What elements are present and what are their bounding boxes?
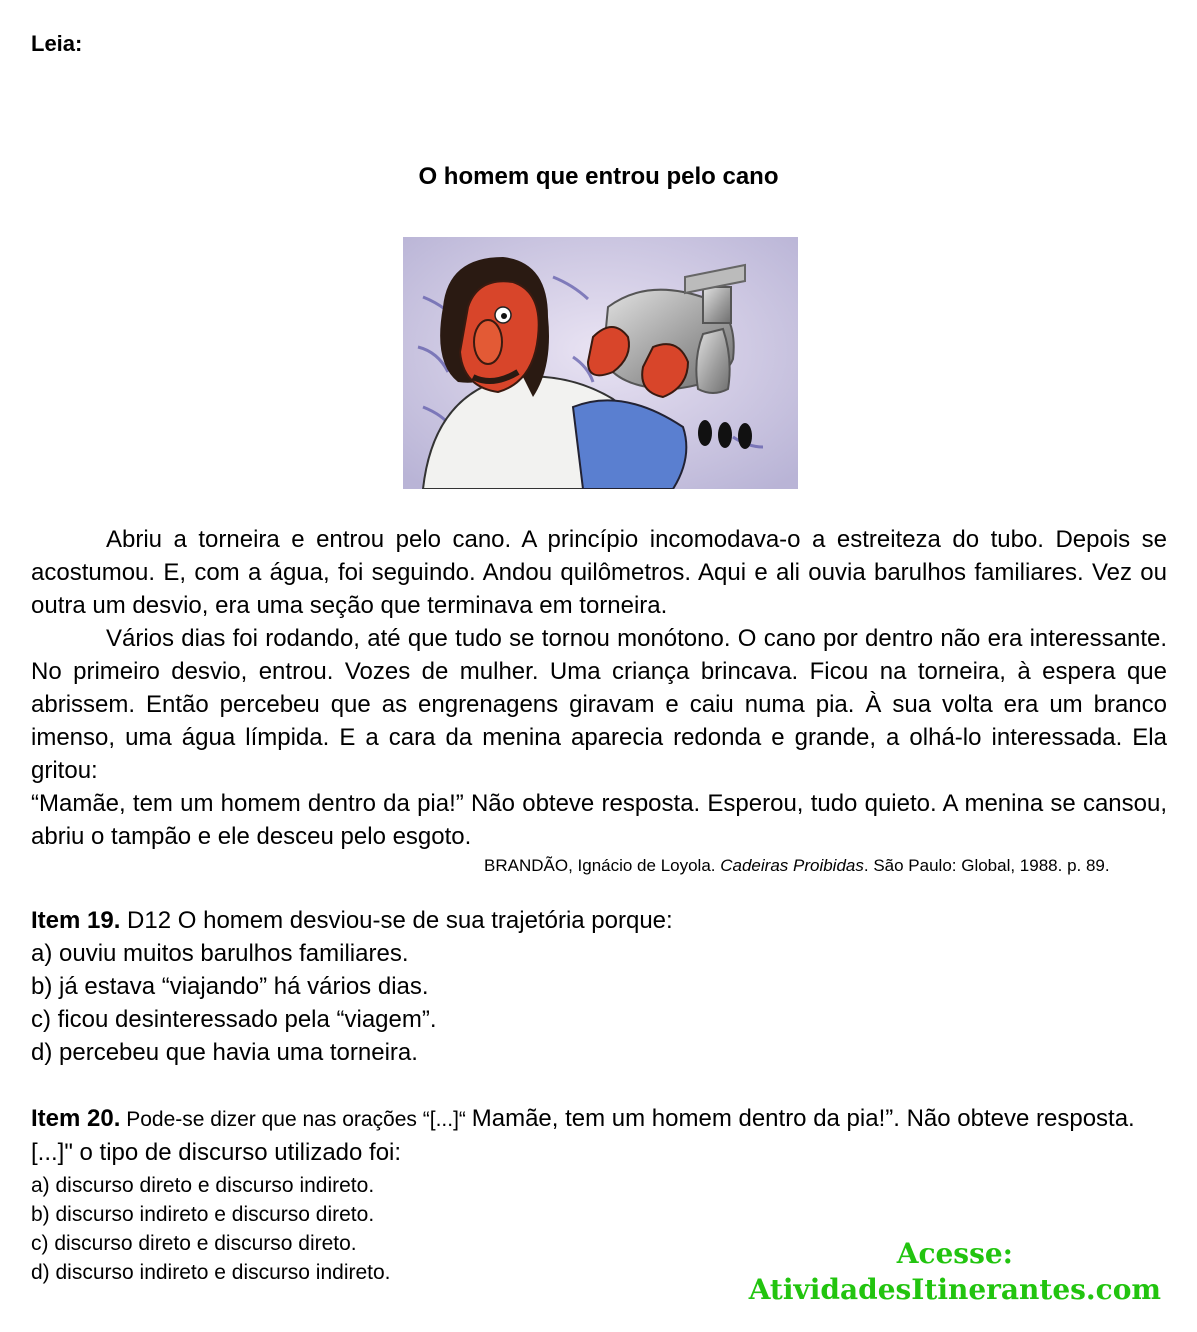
question-item-19: [31, 904, 1167, 1069]
story-title: O homem que entrou pelo cano: [418, 163, 779, 190]
story-paragraph: Vários dias foi rodando, até que tudo se tornou monótono. O cano por dentro não era interessante. No primeiro desvio, entrou. Vozes de mulher. Uma criança brincava. Ficou na torneira, à espera que abrissem. Então percebeu que as engrenagens giravam e caiu numa pia. À sua volta era um branco imenso, uma água límpida. E a cara da menina aparecia redonda e grande, a olhá-lo interessada. Ela gritou:: [31, 625, 1167, 784]
question-stem-text: D12 O homem desviou-se de sua trajetória porque:: [120, 907, 673, 934]
promo-line: Acesse:: [896, 1237, 1013, 1270]
promo-link[interactable]: AtividadesItinerantes.com: [748, 1273, 1161, 1306]
question-stem: [31, 1102, 1167, 1169]
answer-option: c) discurso direto e discurso direto.: [31, 1232, 357, 1255]
promo-watermark[interactable]: [749, 1236, 1161, 1308]
question-stem-text: Pode-se dizer que nas orações “[...]“: [120, 1108, 472, 1131]
story-paragraph: “Mamãe, tem um homem dentro da pia!” Não obteve resposta. Esperou, tudo quieto. A menina se cansou, abriu o tampão e ele desceu pelo esgoto.: [31, 790, 1167, 850]
question-label: Item 20.: [31, 1105, 121, 1132]
answer-option: a) ouviu muitos barulhos familiares.: [31, 940, 409, 967]
citation-rest: . São Paulo: Global, 1988. p. 89.: [863, 856, 1110, 875]
answer-option: a) discurso direto e discurso indireto.: [31, 1174, 375, 1197]
citation: [484, 856, 1110, 876]
answer-option: b) já estava “viajando” há vários dias.: [31, 973, 429, 1000]
answer-option: d) discurso indireto e discurso indireto.: [31, 1261, 391, 1284]
answer-option: c) ficou desinteressado pela “viagem”.: [31, 1006, 437, 1033]
question-label: Item 19.: [31, 907, 121, 934]
answer-option: b) discurso indireto e discurso direto.: [31, 1203, 375, 1226]
story-text: [31, 523, 1167, 853]
cartoon-man-emerging-from-faucet-icon: [403, 237, 798, 489]
lead-label: Leia:: [31, 31, 83, 56]
story-paragraph: Abriu a torneira e entrou pelo cano. A princípio incomodava-o a estreiteza do tubo. Depois se acostumou. E, com a água, foi seguindo. Andou quilômetros. Aqui e ali ouvia barulhos familiares. Vez ou outra um desvio, era uma seção que terminava em torneira.: [31, 526, 1167, 619]
question-stem-text: Mamãe, tem um homem dentro da pia!”. Não obteve resposta.[...]" o tipo de discurso utilizado foi:: [31, 1105, 1135, 1166]
citation-book: Cadeiras Proibidas: [720, 856, 864, 875]
answer-option: d) percebeu que havia uma torneira.: [31, 1039, 418, 1066]
citation-author: BRANDÃO, Ignácio de Loyola.: [484, 856, 721, 875]
question-stem: [31, 904, 1167, 937]
